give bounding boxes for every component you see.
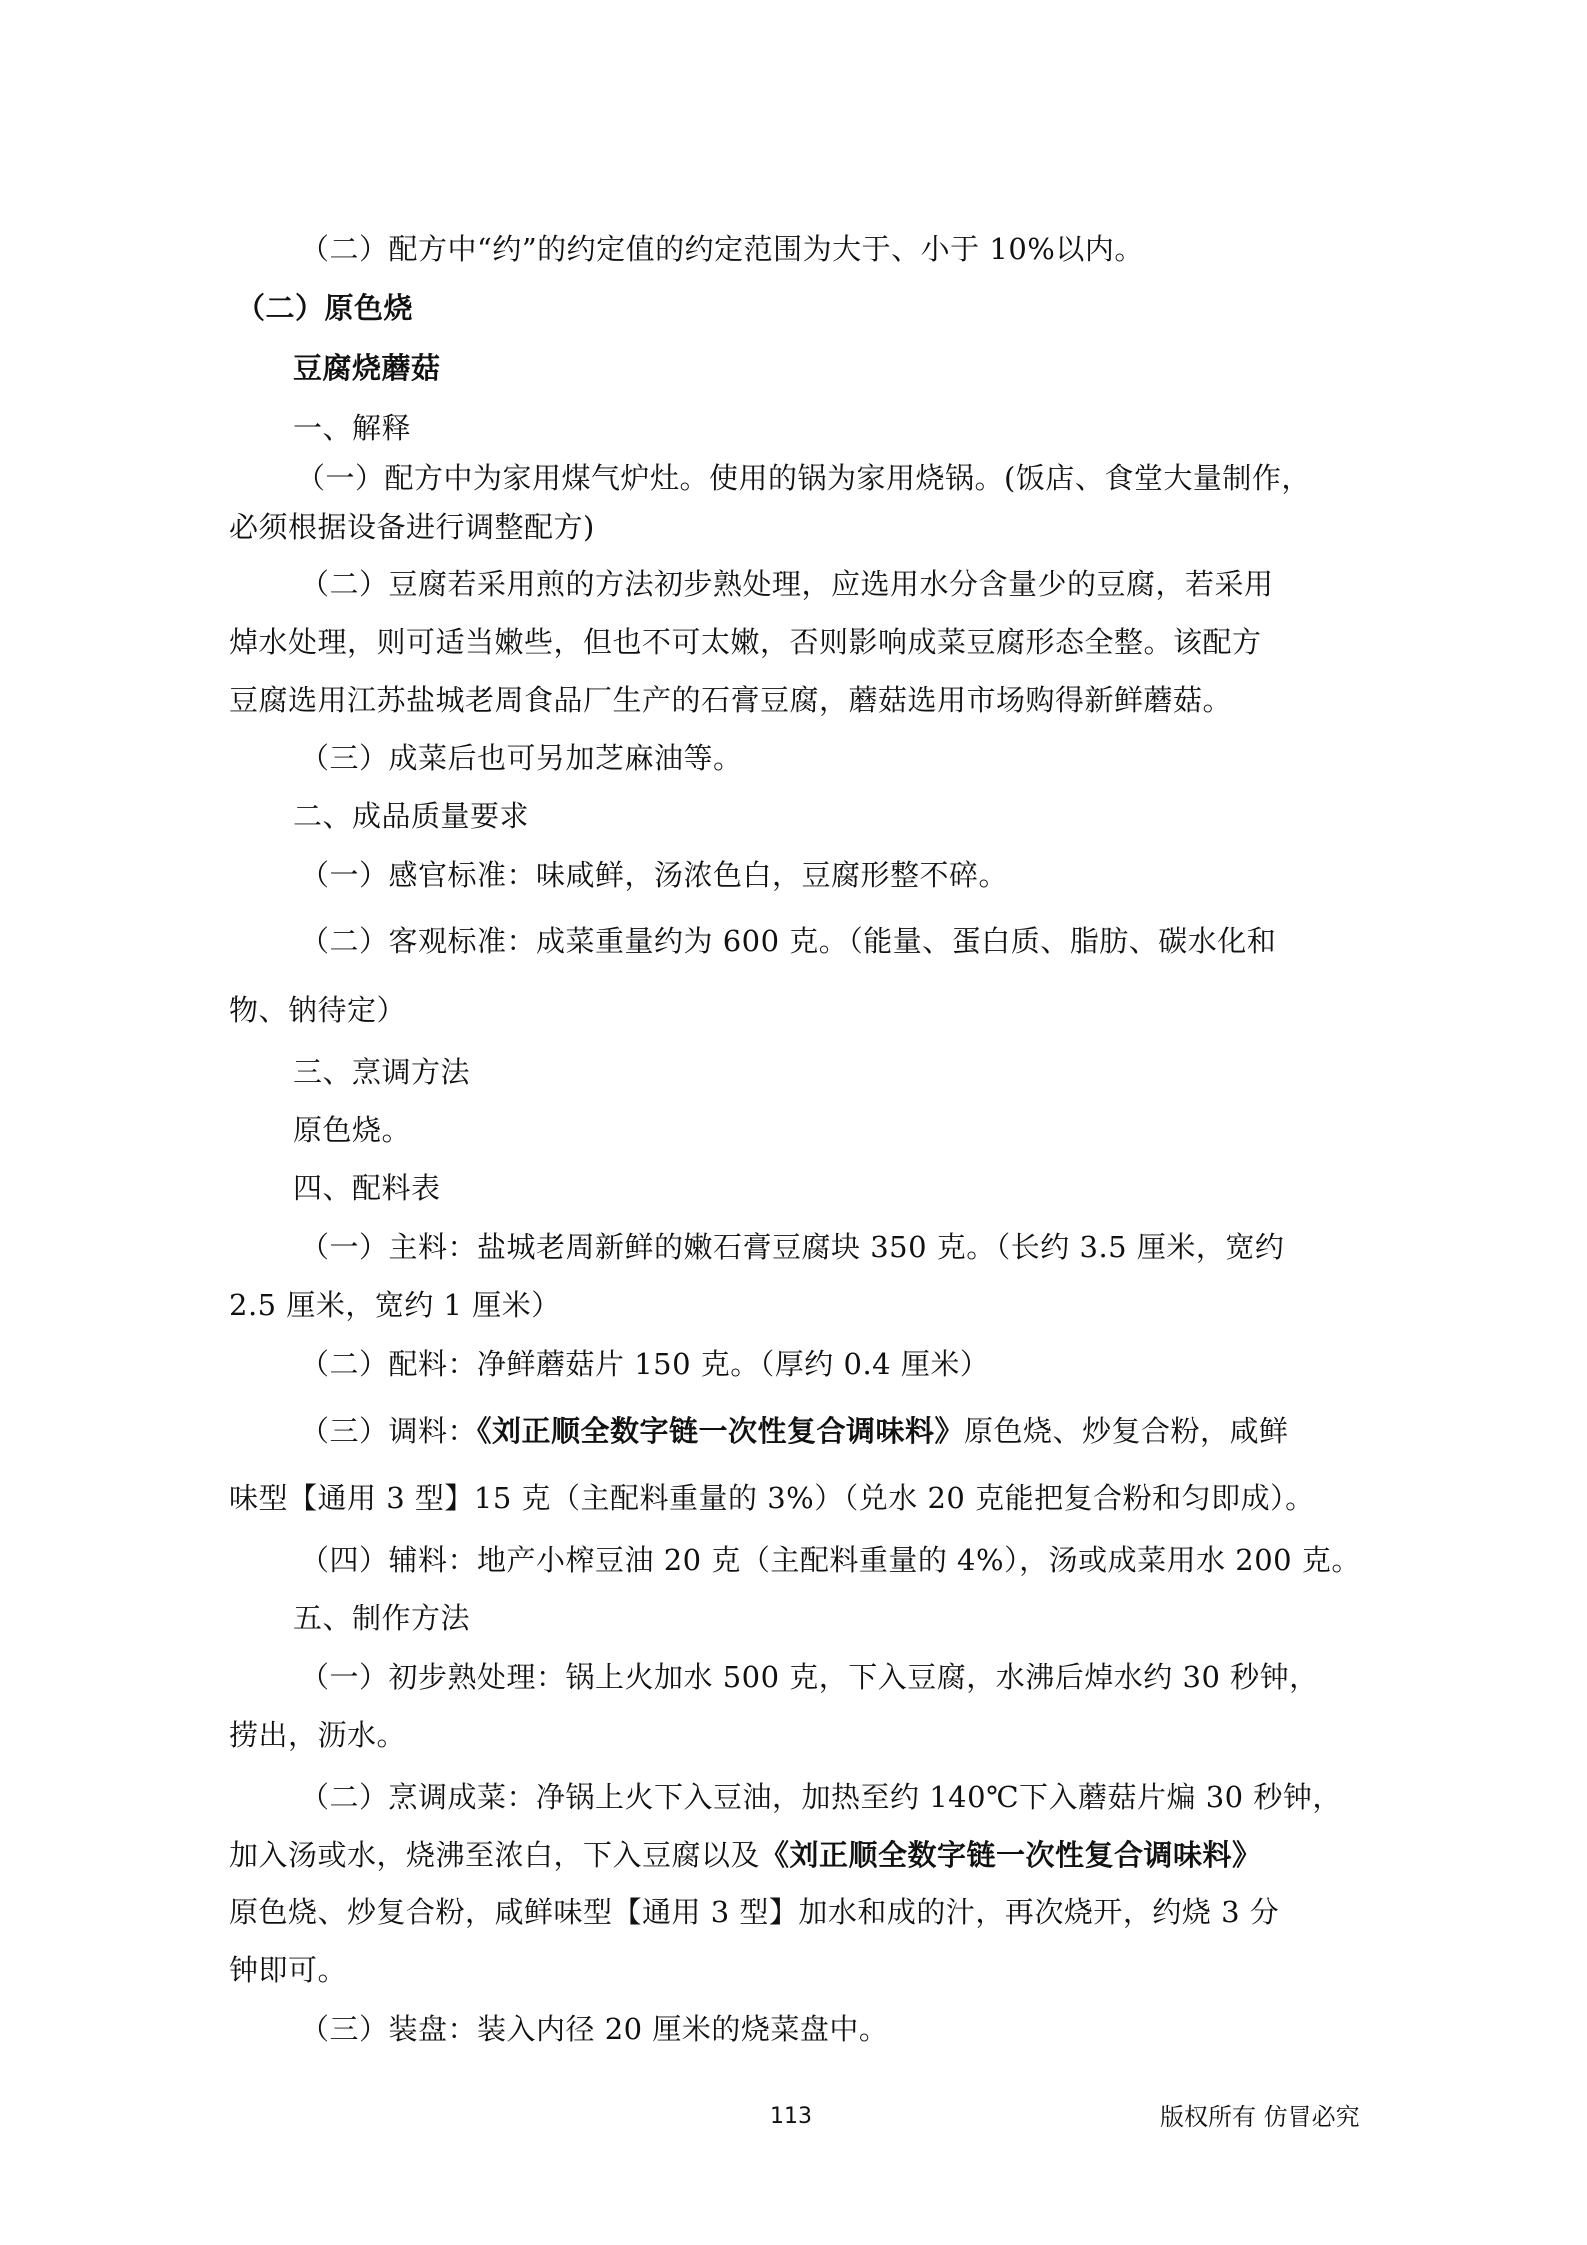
text-line: 三、烹调方法	[293, 1055, 471, 1089]
text-line: （二）客观标准：成菜重量约为 600 克。（能量、蛋白质、脂肪、碳水化和	[300, 924, 1277, 958]
text-line: （三）装盘：装入内径 20 厘米的烧菜盘中。	[300, 2012, 889, 2046]
text-line: （二）配料：净鲜蘑菇片 150 克。（厚约 0.4 厘米）	[300, 1347, 990, 1381]
text-line: 2.5 厘米，宽约 1 厘米）	[229, 1288, 561, 1322]
product-name: 《刘正顺全数字链一次性复合调味料》	[760, 1838, 1262, 1872]
text-line: 焯水处理，则可适当嫩些，但也不可太嫩，否则影响成菜豆腐形态全整。该配方	[229, 625, 1262, 659]
text-segment: 加入汤或水，烧沸至浓白，下入豆腐以及	[229, 1838, 761, 1872]
text-line	[229, 1835, 1262, 1875]
text-line: 一、解释	[293, 411, 412, 445]
product-name: 《刘正顺全数字链一次性复合调味料》	[477, 1414, 965, 1448]
text-line: 五、制作方法	[293, 1601, 471, 1635]
text-line: （一）配方中为家用煤气炉灶。使用的锅为家用烧锅。(饭店、食堂大量制作，	[296, 461, 1311, 495]
text-segment: （三）调料：	[300, 1414, 478, 1448]
text-line: （三）成菜后也可另加芝麻油等。	[300, 741, 743, 775]
text-line: 物、钠待定）	[229, 993, 407, 1027]
text-line: 必须根据设备进行调整配方)	[229, 510, 595, 544]
text-line: 捞出，沥水。	[229, 1718, 407, 1752]
section-heading: （二）原色烧	[236, 291, 414, 325]
text-line: 豆腐选用江苏盐城老周食品厂生产的石膏豆腐，蘑菇选用市场购得新鲜蘑菇。	[229, 683, 1233, 717]
copyright-notice: 版权所有 仿冒必究	[1160, 2103, 1360, 2131]
text-line: （二）配方中“约”的约定值的约定范围为大于、小于 10%以内。	[300, 232, 1144, 266]
text-line: 原色烧、炒复合粉，咸鲜味型【通用 3 型】加水和成的汁，再次烧开，约烧 3 分	[229, 1895, 1280, 1929]
text-line: 味型【通用 3 型】15 克（主配料重量的 3%）（兑水 20 克能把复合粉和匀即成）。	[229, 1481, 1315, 1515]
text-line: 四、配料表	[293, 1171, 441, 1205]
dish-title: 豆腐烧蘑菇	[293, 351, 441, 385]
text-line	[300, 1411, 1289, 1451]
text-line: 钟即可。	[229, 1953, 348, 1987]
text-line: （一）感官标准：味咸鲜，汤浓色白，豆腐形整不碎。	[300, 858, 1009, 892]
text-line: （二）烹调成菜：净锅上火下入豆油，加热至约 140℃下入蘑菇片煸 30 秒钟，	[300, 1780, 1342, 1814]
text-line: （二）豆腐若采用煎的方法初步熟处理，应选用水分含量少的豆腐，若采用	[300, 567, 1274, 601]
text-line: （一）主料：盐城老周新鲜的嫩石膏豆腐块 350 克。（长约 3.5 厘米，宽约	[300, 1230, 1285, 1264]
text-segment: 原色烧、炒复合粉，咸鲜	[964, 1414, 1289, 1448]
text-line: （一）初步熟处理：锅上火加水 500 克，下入豆腐，水沸后焯水约 30 秒钟，	[300, 1660, 1319, 1694]
text-line: 二、成品质量要求	[293, 799, 530, 833]
text-line: （四）辅料：地产小榨豆油 20 克（主配料重量的 4%），汤或成菜用水 200 克。	[300, 1543, 1361, 1577]
page-number: 113	[770, 2104, 812, 2129]
text-line: 原色烧。	[293, 1113, 412, 1147]
